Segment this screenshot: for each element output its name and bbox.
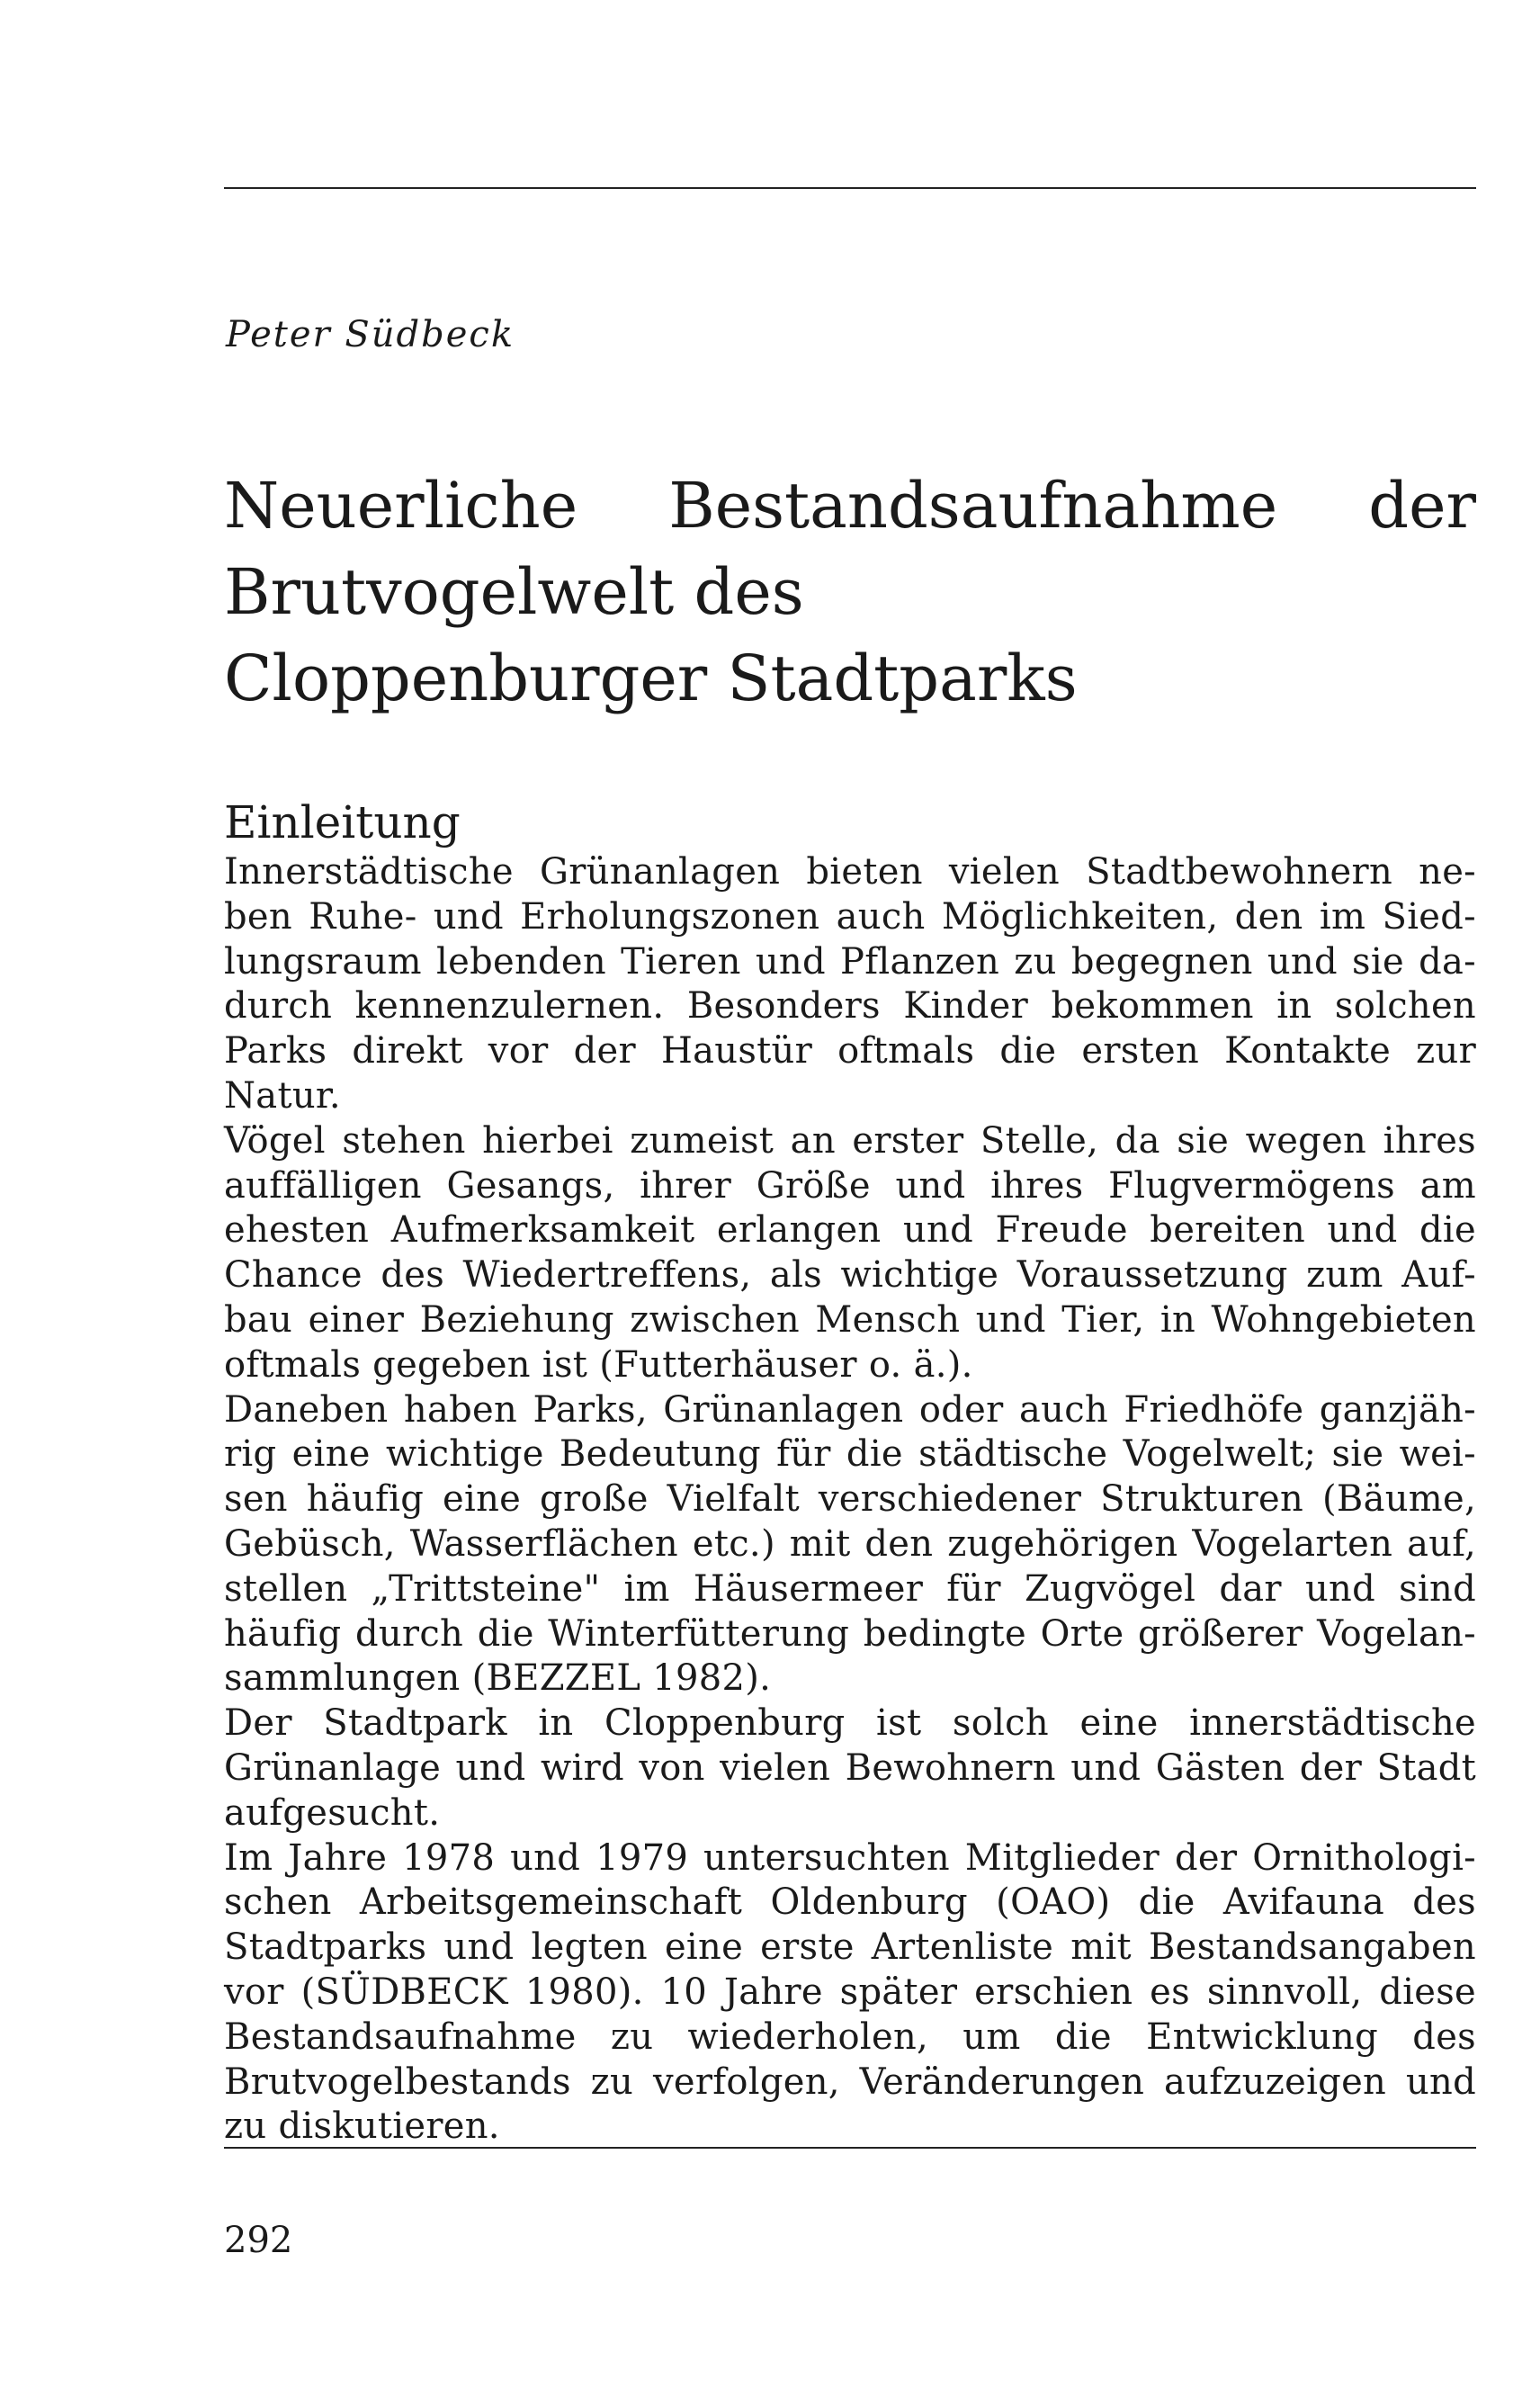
text-line: Daneben haben Parks, Grünanlagen oder auch Friedhöfe ganzjäh- bbox=[224, 1388, 1476, 1431]
text-line: Brutvogelbestands zu verfolgen, Veränderungen aufzuzeigen und bbox=[224, 2060, 1476, 2103]
header-rule bbox=[224, 187, 1476, 189]
text-line: durch kennenzulernen. Besonders Kinder bekommen in solchen bbox=[224, 985, 1476, 1028]
paragraph bbox=[224, 1388, 1476, 1702]
text-line: häufig durch die Winterfütterung bedingte Orte größerer Vogelan- bbox=[224, 1612, 1476, 1655]
text-line: Der Stadtpark in Cloppenburg ist solch eine innerstädtische bbox=[224, 1702, 1476, 1745]
text-line: Gebüsch, Wasserflächen etc.) mit den zugehörigen Vogelarten auf, bbox=[224, 1522, 1476, 1565]
text-line: oftmals gegeben ist (Futterhäuser o. ä.). bbox=[224, 1343, 973, 1386]
article-title bbox=[224, 462, 1476, 722]
text-line: zu diskutieren. bbox=[224, 2105, 500, 2148]
author-name: Peter Südbeck bbox=[226, 314, 515, 355]
text-line: Natur. bbox=[224, 1074, 341, 1117]
text-line: Innerstädtische Grünanlagen bieten vielen Stadtbewohnern ne- bbox=[224, 851, 1476, 893]
title-word: der bbox=[1368, 469, 1476, 543]
text-line: Stadtparks und legten eine erste Artenliste mit Bestandsangaben bbox=[224, 1926, 1476, 1969]
text-line: vor (SÜDBECK 1980). 10 Jahre später erschien es sinnvoll, diese bbox=[224, 1971, 1476, 2013]
paragraph bbox=[224, 1836, 1476, 2150]
section-heading: Einleitung bbox=[224, 796, 461, 848]
text-line: Chance des Wiedertreffens, als wichtige Voraussetzung zum Auf- bbox=[224, 1254, 1476, 1297]
body-text bbox=[224, 850, 1476, 2150]
paragraph bbox=[224, 1119, 1476, 1388]
text-line: sammlungen (BEZZEL 1982). bbox=[224, 1657, 772, 1700]
paragraph bbox=[224, 850, 1476, 1119]
text-line: rig eine wichtige Bedeutung für die städtische Vogelwelt; sie wei- bbox=[224, 1433, 1476, 1476]
title-line-3: Cloppenburger Stadtparks bbox=[224, 642, 1078, 715]
text-line: Grünanlage und wird von vielen Bewohnern und Gästen der Stadt bbox=[224, 1746, 1476, 1789]
title-line-1 bbox=[224, 462, 1476, 549]
text-line: Vögel stehen hierbei zumeist an erster Stelle, da sie wegen ihres bbox=[224, 1119, 1476, 1162]
text-line: stellen „Trittsteine" im Häusermeer für Zugvögel dar und sind bbox=[224, 1567, 1476, 1610]
text-line: ben Ruhe- und Erholungszonen auch Möglichkeiten, den im Sied- bbox=[224, 895, 1476, 938]
text-line: Bestandsaufnahme zu wiederholen, um die Entwicklung des bbox=[224, 2015, 1476, 2058]
text-line: bau einer Beziehung zwischen Mensch und Tier, in Wohngebieten bbox=[224, 1298, 1476, 1341]
text-line: lungsraum lebenden Tieren und Pflanzen zu begegnen und sie da- bbox=[224, 940, 1476, 983]
text-line: auffälligen Gesangs, ihrer Größe und ihres Flugvermögens am bbox=[224, 1164, 1476, 1207]
text-line: aufgesucht. bbox=[224, 1791, 441, 1834]
title-line-2: Brutvogelwelt des bbox=[224, 555, 804, 629]
text-line: Im Jahre 1978 und 1979 untersuchten Mitglieder der Ornithologi- bbox=[224, 1836, 1476, 1879]
title-word: Neuerliche bbox=[224, 469, 578, 543]
title-word: Bestandsaufnahme bbox=[668, 469, 1278, 543]
text-line: sen häufig eine große Vielfalt verschiedener Strukturen (Bäume, bbox=[224, 1478, 1476, 1521]
page-number: 292 bbox=[224, 2220, 293, 2261]
text-line: schen Arbeitsgemeinschaft Oldenburg (OAO) die Avifauna des bbox=[224, 1881, 1476, 1924]
paragraph bbox=[224, 1701, 1476, 1836]
footer-rule bbox=[224, 2147, 1476, 2149]
text-line: Parks direkt vor der Haustür oftmals die ersten Kontakte zur bbox=[224, 1030, 1476, 1073]
text-line: ehesten Aufmerksamkeit erlangen und Freude bereiten und die bbox=[224, 1209, 1476, 1252]
